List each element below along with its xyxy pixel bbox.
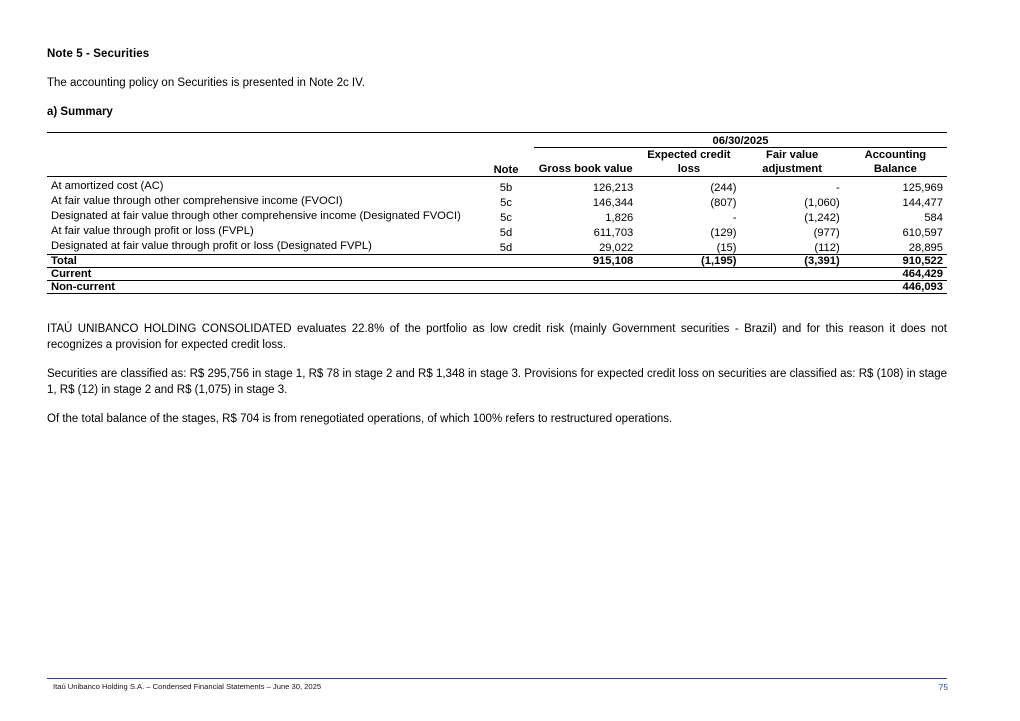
row-accounting-balance: 584 bbox=[924, 211, 943, 224]
total-expected-credit-loss: (1,195) bbox=[637, 255, 740, 268]
column-header-fair-value-adjustment: Fair value adjustment bbox=[762, 148, 822, 175]
paragraph-low-credit-risk: ITAÚ UNIBANCO HOLDING CONSOLIDATED evaluates 22.8% of the portfolio as low credit risk (mainly Government securities - Brazil) and for this reason it does not recognizes a provision for expected credit loss. bbox=[47, 323, 947, 351]
row-gross-book-value: 29,022 bbox=[599, 242, 634, 255]
table-noncurrent-row bbox=[47, 281, 947, 294]
column-header-expected-credit-loss: Expected credit loss bbox=[647, 148, 731, 175]
column-header-note: Note bbox=[493, 163, 519, 176]
period-header: 06/30/2025 bbox=[534, 135, 947, 148]
row-fair-value-adjustment: (977) bbox=[813, 226, 840, 239]
total-accounting-balance: 910,522 bbox=[844, 255, 947, 268]
row-gross-book-value: 611,703 bbox=[593, 226, 634, 239]
row-description: At amortized cost (AC) bbox=[51, 179, 164, 192]
footer-text: Itaú Unibanco Holding S.A. – Condensed Financial Statements – June 30, 2025 bbox=[53, 682, 322, 691]
row-fair-value-adjustment: (1,242) bbox=[804, 211, 840, 224]
row-expected-credit-loss: (807) bbox=[710, 196, 737, 209]
table-row bbox=[47, 224, 947, 239]
row-fair-value-adjustment: (112) bbox=[814, 242, 840, 255]
row-accounting-balance: 28,895 bbox=[908, 242, 943, 255]
row-accounting-balance: 125,969 bbox=[902, 181, 943, 194]
table-row bbox=[47, 179, 947, 194]
row-fair-value-adjustment: (1,060) bbox=[804, 196, 840, 209]
table-current-row bbox=[47, 268, 947, 281]
row-gross-book-value: 126,213 bbox=[592, 181, 634, 194]
row-note: 5c bbox=[500, 211, 512, 224]
row-description: Designated at fair value through other comprehensive income (Designated FVOCI) bbox=[51, 209, 461, 222]
row-fair-value-adjustment: - bbox=[835, 181, 840, 194]
row-expected-credit-loss: (244) bbox=[710, 181, 737, 194]
row-description: Designated at fair value through profit or loss (Designated FVPL) bbox=[51, 239, 372, 252]
row-description: At fair value through profit or loss (FVPL) bbox=[51, 224, 254, 237]
row-accounting-balance: 144,477 bbox=[902, 196, 943, 209]
intro-paragraph: The accounting policy on Securities is presented in Note 2c IV. bbox=[47, 77, 365, 89]
paragraph-renegotiated-operations: Of the total balance of the stages, R$ 704 is from renegotiated operations, of which 100% refers to restructured operations. bbox=[47, 413, 673, 426]
noncurrent-label: Non-current bbox=[47, 281, 478, 294]
row-gross-book-value: 146,344 bbox=[592, 196, 634, 209]
footer-divider bbox=[47, 678, 947, 679]
column-header-gross-book-value: Gross book value bbox=[538, 162, 633, 175]
row-accounting-balance: 610,597 bbox=[902, 226, 943, 239]
total-label: Total bbox=[47, 255, 478, 268]
table-row bbox=[47, 209, 947, 224]
subsection-title: a) Summary bbox=[47, 105, 113, 118]
table-total-row bbox=[47, 255, 947, 268]
total-fair-value-adjustment: (3,391) bbox=[741, 255, 844, 268]
row-note: 5d bbox=[499, 242, 513, 255]
page-title: Note 5 - Securities bbox=[47, 48, 150, 60]
total-gross-book-value: 915,108 bbox=[534, 255, 637, 268]
table-period-header-row bbox=[47, 135, 947, 148]
row-expected-credit-loss: (15) bbox=[716, 242, 737, 255]
page-content bbox=[47, 48, 947, 442]
row-note: 5d bbox=[499, 226, 513, 239]
table-column-header-row bbox=[47, 147, 947, 176]
paragraph-stage-classification: Securities are classified as: R$ 295,756 in stage 1, R$ 78 in stage 2 and R$ 1,348 in stage 3. Provisions for expected credit loss on securities are classified as: R$ (108) in stage 1, R$ (12) in stage 2 and R$ (1,075) in stage 3. bbox=[47, 368, 947, 396]
row-expected-credit-loss: - bbox=[732, 211, 737, 224]
column-header-accounting-balance: Accounting Balance bbox=[864, 148, 927, 175]
footer-page-number: 75 bbox=[938, 682, 948, 692]
row-note: 5c bbox=[500, 196, 512, 209]
row-gross-book-value: 1,826 bbox=[605, 211, 634, 224]
row-expected-credit-loss: (129) bbox=[710, 226, 737, 239]
table-row bbox=[47, 194, 947, 209]
table-bottom-rule bbox=[47, 294, 947, 297]
table-row bbox=[47, 239, 947, 255]
securities-summary-table bbox=[47, 132, 947, 297]
current-accounting-balance: 464,429 bbox=[844, 268, 947, 281]
row-description: At fair value through other comprehensive income (FVOCI) bbox=[51, 194, 343, 207]
noncurrent-accounting-balance: 446,093 bbox=[844, 281, 947, 294]
row-note: 5b bbox=[499, 181, 513, 194]
current-label: Current bbox=[47, 268, 478, 281]
total-note bbox=[478, 255, 534, 268]
